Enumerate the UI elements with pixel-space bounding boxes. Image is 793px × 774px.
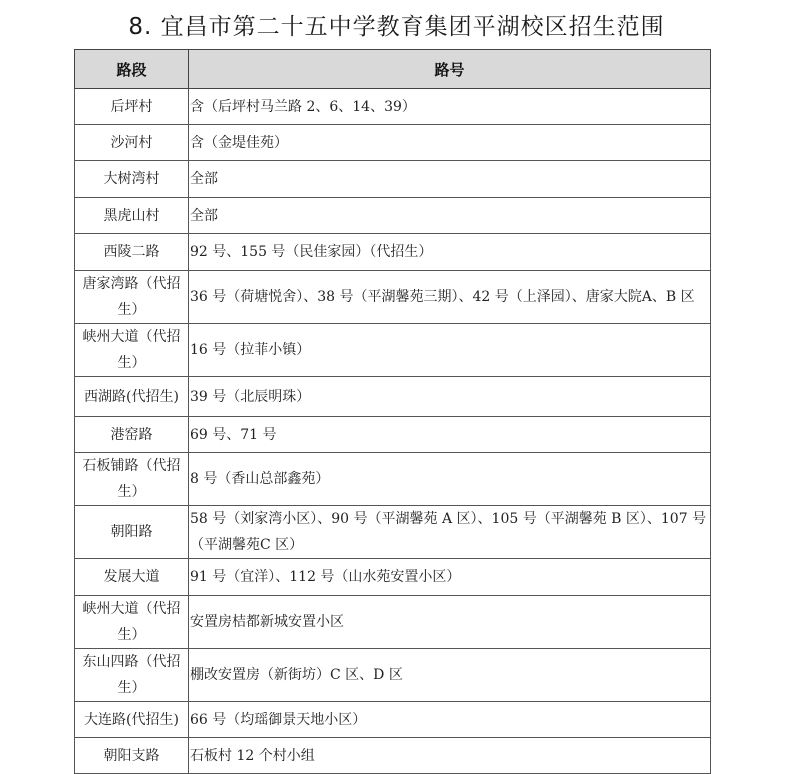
cell-segment: 沙河村 [75, 125, 189, 161]
table-row [75, 377, 711, 417]
cell-numbers: 含（金堤佳苑） [189, 125, 711, 161]
cell-segment: 峡州大道（代招生） [75, 324, 189, 377]
header-segment: 路段 [75, 50, 189, 89]
cell-segment: 唐家湾路（代招生） [75, 271, 189, 324]
table-row [75, 702, 711, 738]
table-row [75, 596, 711, 649]
cell-numbers: 36 号（荷塘悦舍）、38 号（平湖馨苑三期）、42 号（上泽园）、唐家大院A、B 区 [189, 271, 711, 324]
cell-numbers: 棚改安置房（新街坊）C 区、D 区 [189, 649, 711, 702]
cell-segment: 西湖路(代招生) [75, 377, 189, 417]
cell-numbers: 92 号、155 号（民佳家园）（代招生） [189, 234, 711, 271]
cell-numbers: 66 号（均瑶御景天地小区） [189, 702, 711, 738]
table-row [75, 198, 711, 234]
cell-segment: 黑虎山村 [75, 198, 189, 234]
cell-segment: 后坪村 [75, 89, 189, 125]
cell-numbers: 全部 [189, 161, 711, 198]
cell-numbers: 含（后坪村马兰路 2、6、14、39） [189, 89, 711, 125]
cell-segment: 西陵二路 [75, 234, 189, 271]
table-row [75, 324, 711, 377]
table-row [75, 559, 711, 596]
cell-numbers: 69 号、71 号 [189, 417, 711, 453]
table-header-row [75, 50, 711, 89]
table-row [75, 738, 711, 774]
cell-numbers: 石板村 12 个村小组 [189, 738, 711, 774]
cell-segment: 朝阳路 [75, 506, 189, 559]
table-row [75, 161, 711, 198]
table-row [75, 649, 711, 702]
table-row [75, 234, 711, 271]
table-row [75, 453, 711, 506]
cell-segment: 朝阳支路 [75, 738, 189, 774]
enrollment-table [74, 49, 711, 774]
cell-segment: 大连路(代招生) [75, 702, 189, 738]
table-row [75, 271, 711, 324]
table-row [75, 89, 711, 125]
cell-numbers: 58 号（刘家湾小区）、90 号（平湖馨苑 A 区）、105 号（平湖馨苑 B 区）、107 号（平湖馨苑C 区） [189, 506, 711, 559]
cell-segment: 港窑路 [75, 417, 189, 453]
table-row [75, 417, 711, 453]
table-row [75, 506, 711, 559]
cell-segment: 峡州大道（代招生） [75, 596, 189, 649]
table-row [75, 125, 711, 161]
header-numbers: 路号 [189, 50, 711, 89]
cell-segment: 东山四路（代招生） [75, 649, 189, 702]
cell-numbers: 全部 [189, 198, 711, 234]
cell-numbers: 8 号（香山总部鑫苑） [189, 453, 711, 506]
cell-numbers: 39 号（北辰明珠） [189, 377, 711, 417]
cell-numbers: 91 号（宜洋）、112 号（山水苑安置小区） [189, 559, 711, 596]
cell-numbers: 安置房桔都新城安置小区 [189, 596, 711, 649]
cell-numbers: 16 号（拉菲小镇） [189, 324, 711, 377]
cell-segment: 石板铺路（代招生） [75, 453, 189, 506]
cell-segment: 发展大道 [75, 559, 189, 596]
cell-segment: 大树湾村 [75, 161, 189, 198]
page-title: 8. 宜昌市第二十五中学教育集团平湖校区招生范围 [128, 14, 665, 40]
